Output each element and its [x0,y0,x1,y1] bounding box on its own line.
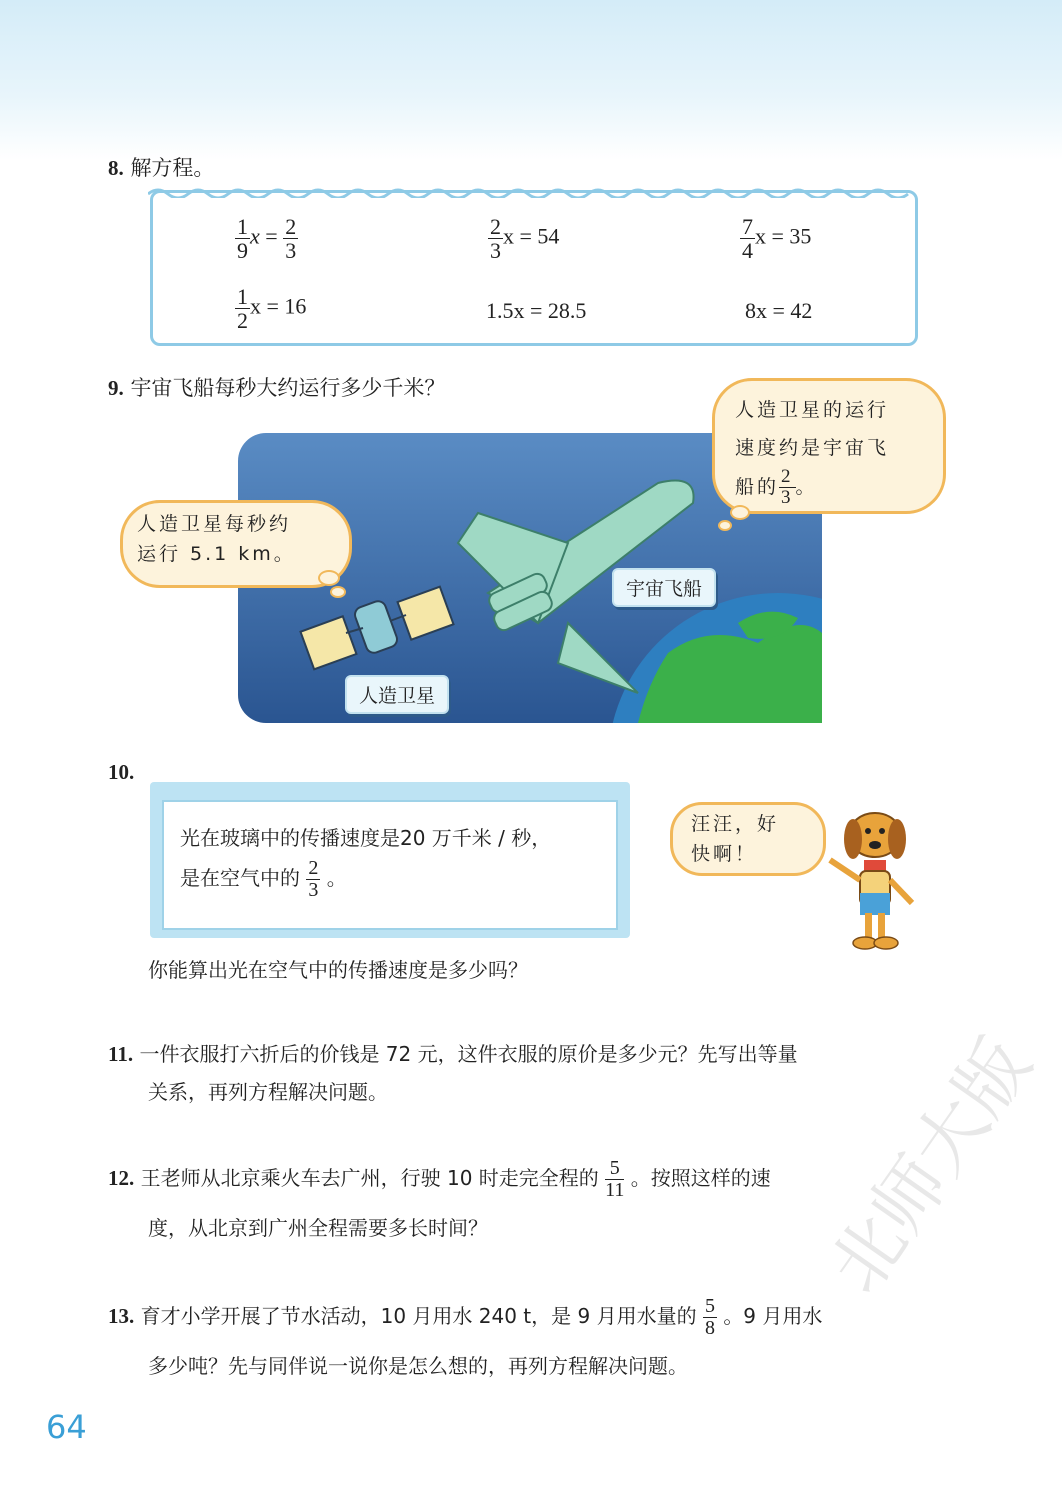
bubble-dot [718,520,732,531]
question-number: 12. [108,1166,135,1190]
equation-3: $\frac{7}{4}$ x = 35 [742,214,812,264]
bubble-dot [330,586,346,598]
question-8 [108,152,214,186]
question-number: 8. [108,156,124,180]
question-11-line-2: 关系，再列方程解决问题。 [148,1080,388,1104]
question-number: 10. [108,760,135,784]
question-11: 11. 一件衣服打六折后的价钱是 72 元，这件衣服的原价是多少元？先写出等量 [108,1042,798,1066]
dog-mascot [820,805,930,950]
question-text: 宇宙飞船每秒大约运行多少千米？ [130,376,446,400]
speech-bubble-dog: 汪汪，好 快啊！ [670,802,826,876]
thought-bubble-left: 人造卫星每秒约 运行 5.1 km。 [120,500,352,588]
equation-2: $\frac{2}{3}$ x = 54 [490,214,560,264]
question-13: 13. 育才小学开展了节水活动，10 月用水 240 t，是 9 月用水量的 $\frac{5}{8}$ 。9 月用水 [108,1295,823,1339]
question-9 [108,372,445,406]
equation-4: $\frac{1}{2}$ x = 16 [237,284,307,334]
question-12-line-2: 度，从北京到广州全程需要多长时间？ [148,1216,488,1240]
question-number: 11. [108,1042,134,1066]
question-10-text: 你能算出光在空气中的传播速度是多少吗？ [148,958,528,982]
spaceship-label: 宇宙飞船 [612,568,716,607]
info-line-1: 光在玻璃中的传播速度是20 万千米 / 秒， [180,826,552,850]
equation-6: 8x = 42 [745,298,813,323]
watermark: 北师大版 [813,1023,1048,1308]
page-number: 64 [46,1408,87,1446]
equation-5: 1.5x = 28.5 [486,298,587,323]
equation-1: $\frac{1}{9}$ x = $\frac{2}{3}$ [237,214,297,264]
bubble-dot [318,570,340,586]
box-wavy-edge [148,186,918,198]
question-number: 13. [108,1304,135,1328]
header-band [0,0,1062,160]
question-12: 12. 王老师从北京乘火车去广州，行驶 10 时走完全程的 $\frac{5}{11}$ 。按照这样的速 [108,1157,771,1201]
bubble-dot [730,505,750,520]
info-line-2: 是在空气中的 $\frac{2}{3}$ 。 [180,857,347,901]
question-number: 9. [108,376,124,400]
thought-bubble-right: 人造卫星的运行 速度约是宇宙飞 船的 $\frac{2}{3}$ 。 [712,378,946,514]
question-13-line-2: 多少吨？先与同伴说一说你是怎么想的，再列方程解决问题。 [148,1354,688,1378]
satellite-label: 人造卫星 [345,675,449,714]
question-text: 解方程。 [130,156,215,180]
